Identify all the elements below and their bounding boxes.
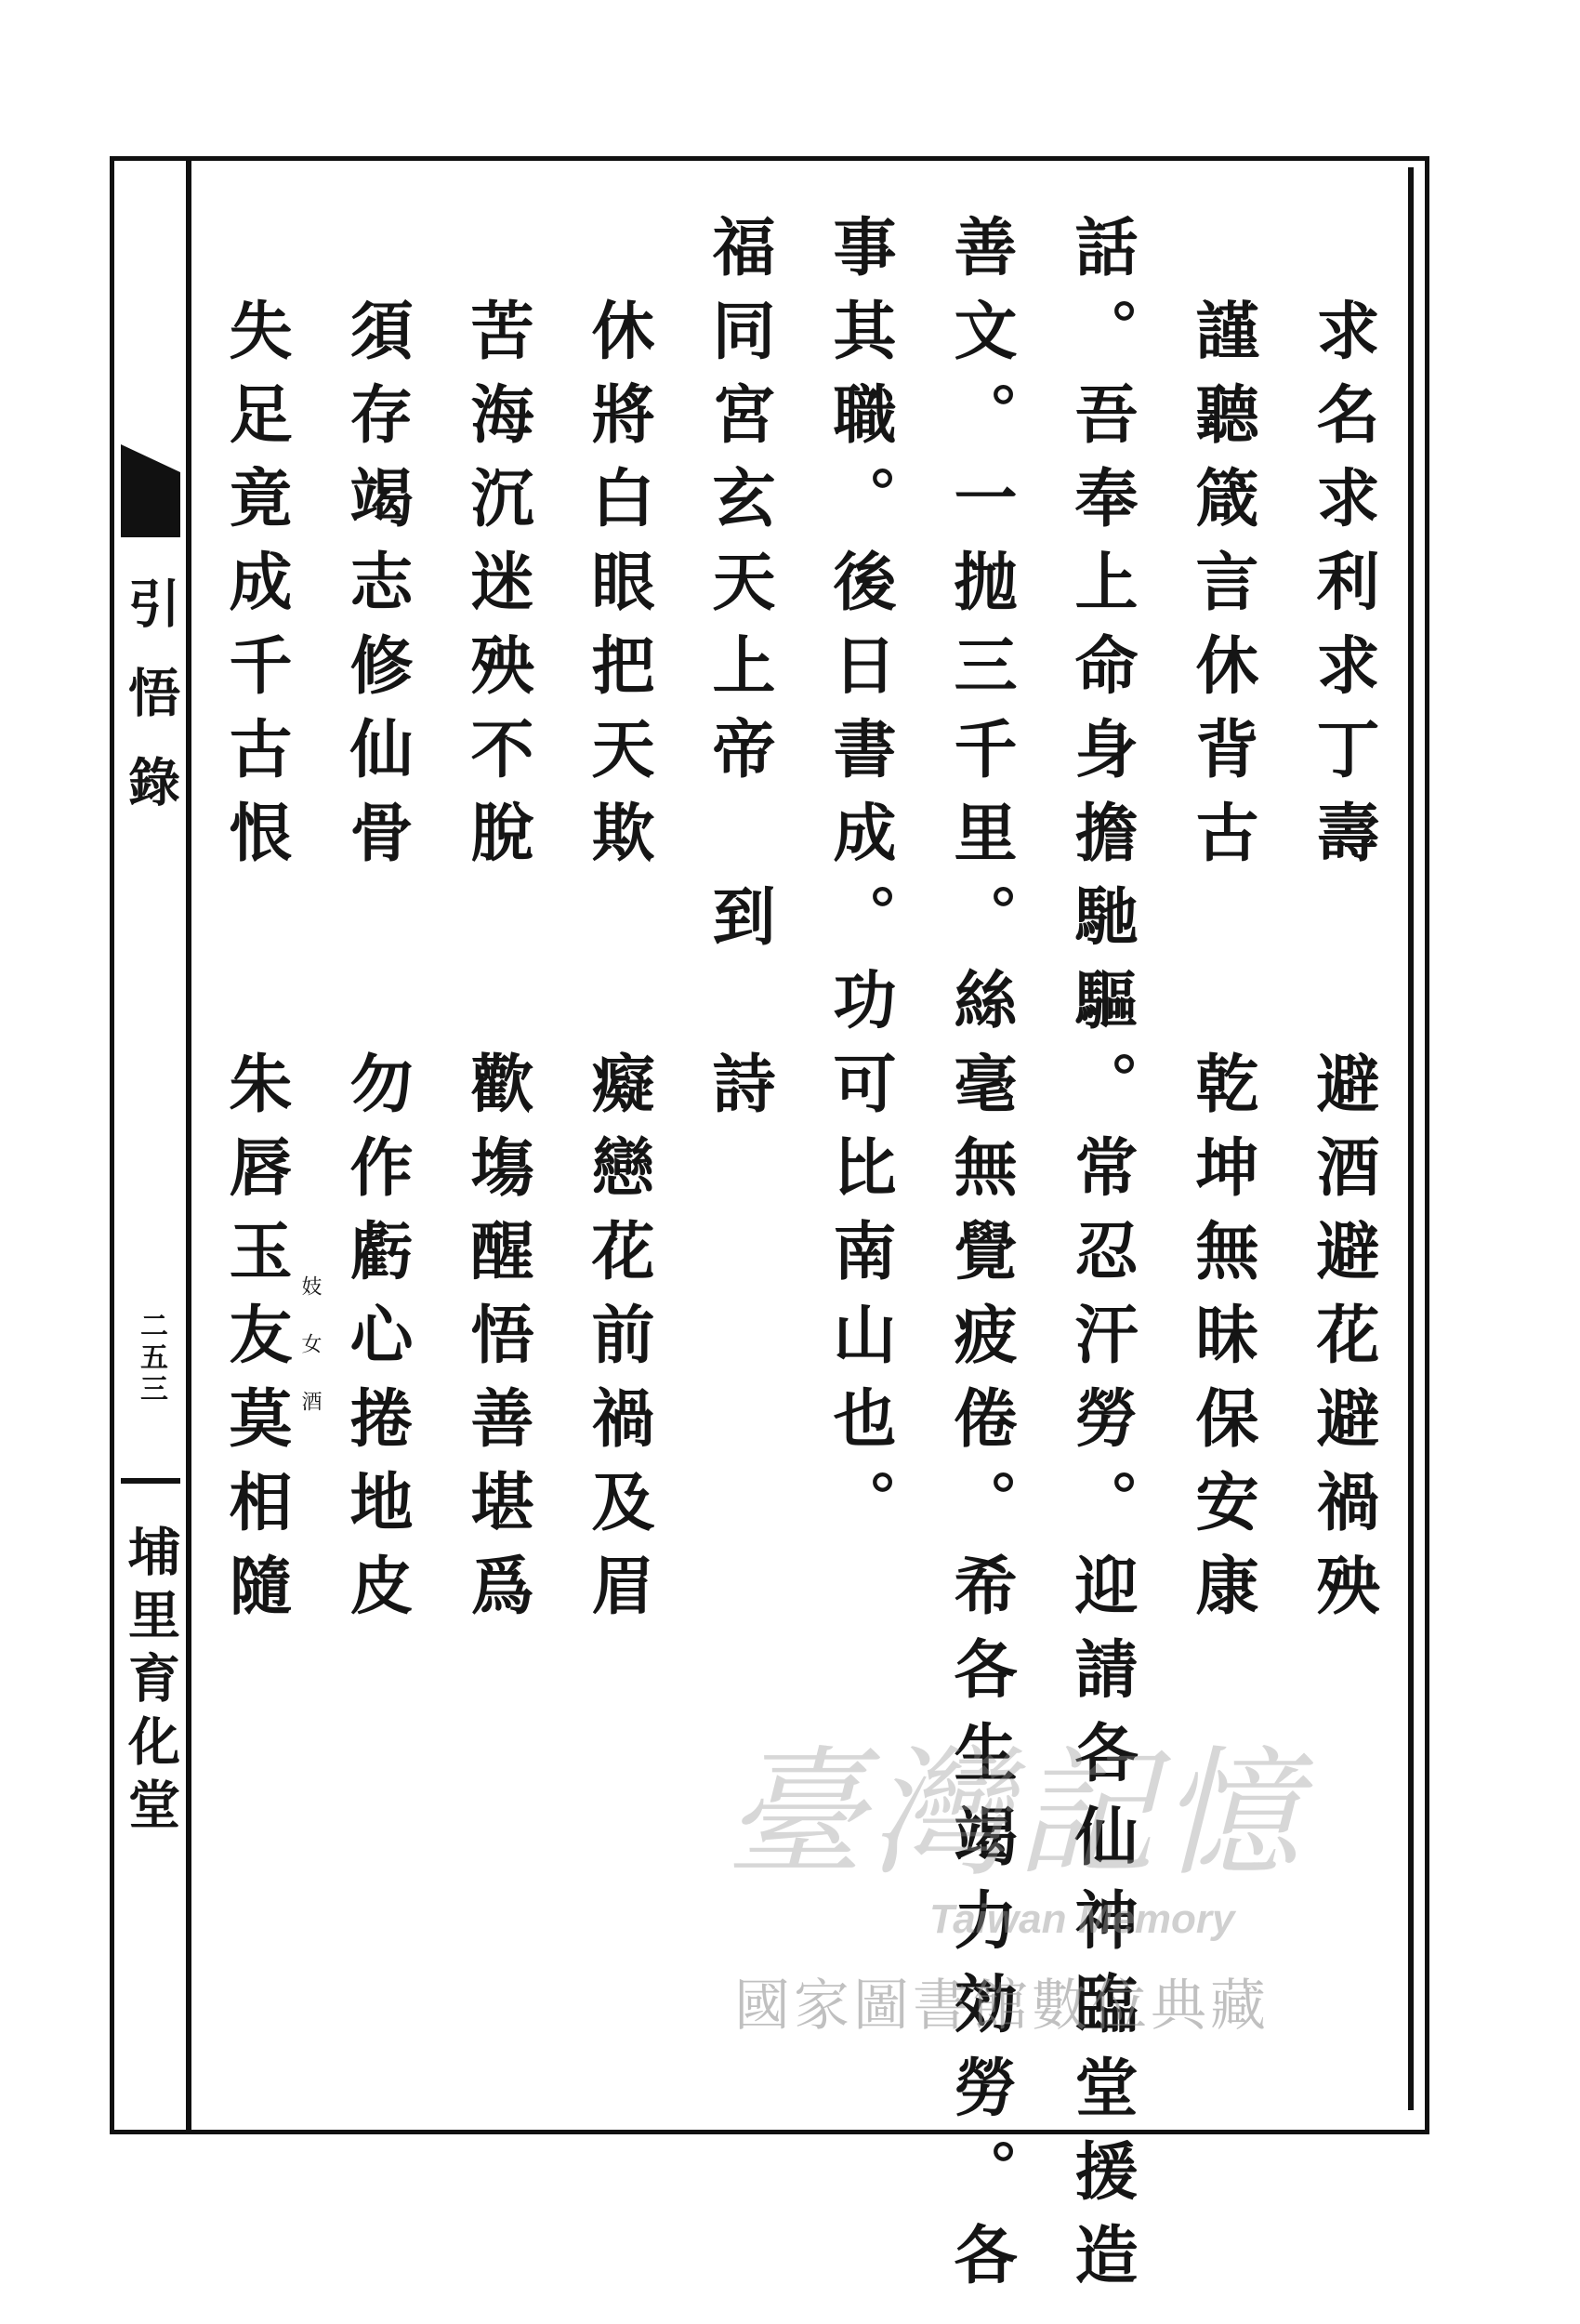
watermark-english: Taiwan Memory	[929, 1896, 1235, 1942]
margin-divider-line	[186, 156, 191, 2134]
text-column: 話。吾奉上命身擔馳驅。常忍汗勞。迎請各仙神臨堂援造	[1064, 214, 1139, 2305]
margin-book-title: 引悟錄	[120, 576, 181, 844]
watermark-chinese: 國家圖書館數位典藏	[734, 1974, 1270, 2039]
poem-line: 苦海沉迷殃不脫 歡塲醒悟善堪爲	[460, 297, 534, 1636]
poem-line: 須存竭志修仙骨 勿作虧心捲地皮	[339, 297, 414, 1636]
watermark-logo: 臺灣記憶	[725, 1734, 1306, 1895]
text-column: 事其職。後日書成。功可比南山也。	[823, 214, 897, 1552]
text-column: 善文。一抛三千里。絲毫無覺疲倦。希各生竭力効勞。各	[943, 214, 1018, 2305]
text-column: 求名求利求丁壽 避酒避花避禍殃	[1306, 297, 1380, 1636]
text-column: 謹聽箴言休背古 乾坤無昧保安康	[1185, 297, 1259, 1636]
poem-line: 休將白眼把天欺 癡戀花前禍及眉	[581, 297, 655, 1636]
interlinear-note: 妓女酒	[298, 1275, 322, 1448]
poem-line: 失足竟成千古恨 朱唇玉友莫相隨	[218, 297, 293, 1636]
page-number: 二五三	[135, 1311, 167, 1406]
margin-rule	[121, 1478, 180, 1484]
margin-publisher: 埔里育化堂	[120, 1525, 181, 1841]
inner-right-rule	[1408, 167, 1414, 2110]
heading-column: 福同宮玄天上帝 到 詩	[702, 214, 776, 1134]
